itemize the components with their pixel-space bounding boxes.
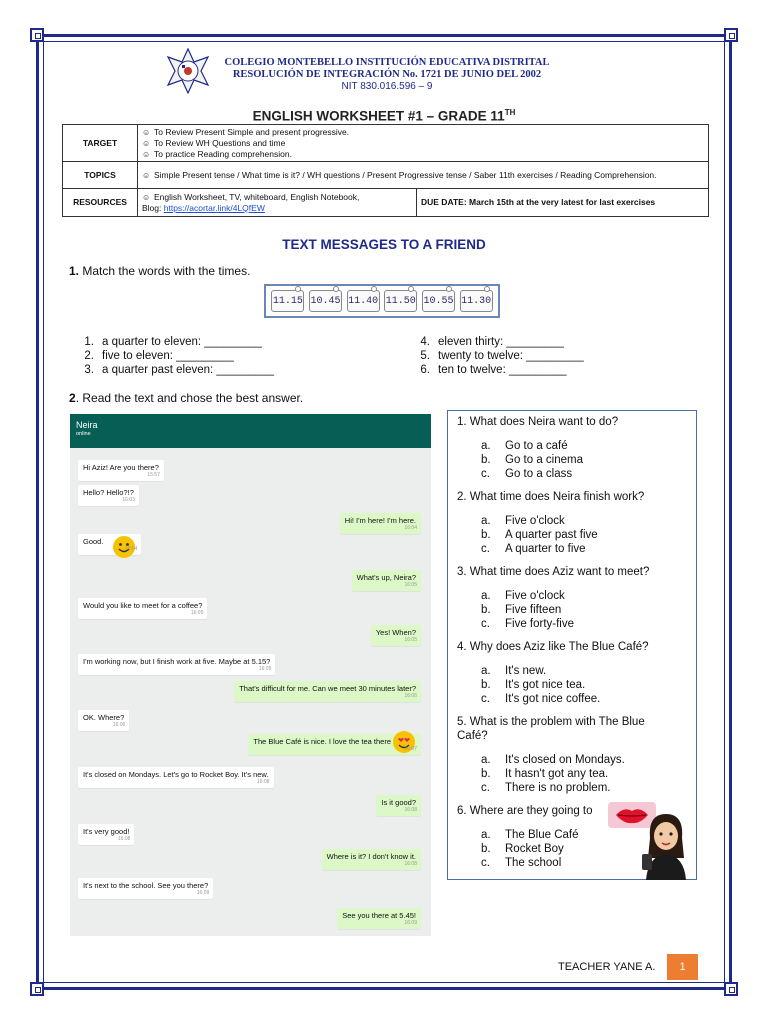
smiley-icon: ☺: [142, 127, 151, 137]
page-number: 1: [667, 954, 698, 980]
topics-label: TOPICS: [63, 162, 138, 189]
topics-cell: ☺ Simple Present tense / What time is it? / WH questions / Present Progressive tense / Saber 11th exercises / Reading Comprehension.: [138, 162, 709, 189]
digital-clock: 11.50: [384, 290, 417, 312]
chat-message-in: I'm working now, but I finish work at five. Maybe at 5.15? 16:05: [78, 654, 275, 675]
chat-message-out: Is it good? 16:08: [376, 795, 421, 816]
quiz-question: 2. What time does Neira finish work? a. Five o'clock b. A quarter past five c. A quarter to five: [457, 490, 688, 556]
resources-label: RESOURCES: [63, 189, 138, 217]
quiz-question: 6. Where are they going to a. The Blue Café b. Rocket Boy c. The school: [457, 804, 688, 870]
corner-ornament: [724, 982, 738, 996]
target-label: TARGET: [63, 125, 138, 162]
section-title: TEXT MESSAGES TO A FRIEND: [282, 237, 486, 252]
digital-clock: 11.30: [460, 290, 493, 312]
list-item: 5. twenty to twelve: _________: [420, 350, 584, 362]
clock-strip: [264, 284, 500, 318]
quiz-question: 3. What time does Aziz want to meet? a. Five o'clock b. Five fifteen c. Five forty-five: [457, 565, 688, 631]
list-item: c. Five forty-five: [481, 618, 575, 630]
digital-clock: 10.55: [422, 290, 455, 312]
list-item: a. Five o'clock: [481, 590, 565, 602]
chat-message-out: That's difficult for me. Can we meet 30 minutes later? 16:06: [234, 681, 421, 702]
list-item: b. It hasn't got any tea.: [481, 768, 609, 780]
chat-message-out: Yes! When? 16:05: [371, 625, 421, 646]
digital-clock: 11.40: [347, 290, 380, 312]
chat-message-out: Where is it? I don't know it. 16:08: [322, 849, 421, 870]
school-nit: NIT 830.016.596 – 9: [341, 81, 433, 92]
quiz-question: 5. What is the problem with The Blue Café? a. It's closed on Mondays. b. It hasn't got any tea. c. There is no problem.: [457, 715, 688, 795]
list-item: b. It's got nice tea.: [481, 679, 586, 691]
list-item: b. Go to a cinema: [481, 454, 583, 466]
resources-cell: ☺ English Worksheet, TV, whiteboard, English Notebook, Blog: https://acortar.link/4LQfEW: [138, 189, 417, 217]
teacher-name: TEACHER YANE A.: [558, 961, 656, 973]
chat-screenshot: [70, 414, 431, 936]
list-item: c. The school: [481, 857, 562, 869]
quiz-question: 4. Why does Aziz like The Blue Café? a. It's new. b. It's got nice tea. c. It's got nice coffee.: [457, 640, 688, 706]
chat-message-out: Hi! I'm here! I'm here. 16:04: [340, 513, 421, 534]
school-resolution: RESOLUCIÓN DE INTEGRACIÓN No. 1721 DE JUNIO DEL 2002: [232, 69, 542, 80]
smiley-icon: ☺: [142, 138, 151, 148]
school-header: [222, 57, 552, 93]
chat-message-in: It's next to the school. See you there? 16:09: [78, 878, 213, 899]
table-row: [63, 125, 709, 162]
list-item: c. Go to a class: [481, 468, 573, 480]
chat-contact-name: Neira: [76, 420, 98, 430]
chat-status: online: [76, 431, 91, 437]
due-date: DUE DATE: March 15th at the very latest for last exercises: [421, 197, 656, 207]
list-item: 1. a quarter to eleven: _________: [84, 336, 262, 348]
chat-message-in: Hi Aziz! Are you there? 15:57: [78, 460, 164, 481]
chat-header: [70, 414, 431, 448]
smiley-icon: ☺: [142, 192, 151, 202]
list-item: b. Five fifteen: [481, 604, 562, 616]
list-item: c. A quarter to five: [481, 543, 586, 555]
corner-ornament: [30, 982, 44, 996]
school-name: COLEGIO MONTEBELLO INSTITUCIÓN EDUCATIVA DISTRITAL: [224, 57, 550, 68]
list-item: a. The Blue Café: [481, 829, 579, 841]
corner-ornament: [30, 28, 44, 42]
list-item: a. Five o'clock: [481, 515, 565, 527]
match-list-right: [406, 335, 584, 377]
chat-message-in: OK. Where? 16:06: [78, 710, 129, 731]
list-item: c. It's got nice coffee.: [481, 693, 601, 705]
due-date-cell: [417, 189, 709, 217]
list-item: b. Rocket Boy: [481, 843, 564, 855]
list-item: a. Go to a café: [481, 440, 568, 452]
list-item: 3. a quarter past eleven: _________: [84, 364, 274, 376]
list-item: 4. eleven thirty: _________: [420, 336, 564, 348]
list-item: c. There is no problem.: [481, 782, 611, 794]
exercise-2-instruction: 2. Read the text and chose the best answer.: [69, 391, 304, 405]
chat-message-in: Would you like to meet for a coffee? 16:05: [78, 598, 207, 619]
table-row: [63, 162, 709, 189]
target-cell: ☺ To Review Present Simple and present progressive. ☺ To Review WH Questions and time ☺ To practice Reading comprehension.: [138, 125, 709, 162]
corner-ornament: [724, 28, 738, 42]
chat-message-in: It's very good! 16:08: [78, 824, 134, 845]
chat-message-in: Good. 16:04: [78, 534, 141, 555]
list-item: a. It's new.: [481, 665, 547, 677]
list-item: b. A quarter past five: [481, 529, 598, 541]
blog-link[interactable]: https://acortar.link/4LQfEW: [163, 202, 265, 213]
table-row: [63, 189, 709, 217]
chat-message-in: It's closed on Mondays. Let's go to Rocket Boy. It's new. 16:08: [78, 767, 274, 788]
smiley-icon: ☺: [142, 170, 151, 180]
chat-message-out: The Blue Café is nice. I love the tea there 16:07: [248, 734, 421, 755]
quiz-question: 1. What does Neira want to do? a. Go to a café b. Go to a cinema c. Go to a class: [457, 415, 688, 481]
digital-clock: 10.45: [309, 290, 342, 312]
school-logo-icon: [160, 48, 216, 94]
digital-clock: 11.15: [271, 290, 304, 312]
exercise-1-instruction: 1. Match the words with the times.: [69, 264, 251, 278]
list-item: 6. ten to twelve: _________: [420, 364, 567, 376]
match-list-left: [70, 335, 274, 377]
smiley-icon: ☺: [142, 149, 151, 159]
chat-message-in: Hello? Hello?!? 16:03: [78, 485, 139, 506]
list-item: 2. five to eleven: _________: [84, 350, 234, 362]
worksheet-title: ENGLISH WORKSHEET #1 – GRADE 11TH: [252, 108, 516, 124]
list-item: a. It's closed on Mondays.: [481, 754, 625, 766]
info-table: [62, 124, 709, 217]
chat-message-out: See you there at 5.45! 16:09: [337, 908, 421, 929]
chat-message-out: What's up, Neira? 16:05: [352, 570, 421, 591]
teacher-avatar-icon: [636, 808, 696, 880]
